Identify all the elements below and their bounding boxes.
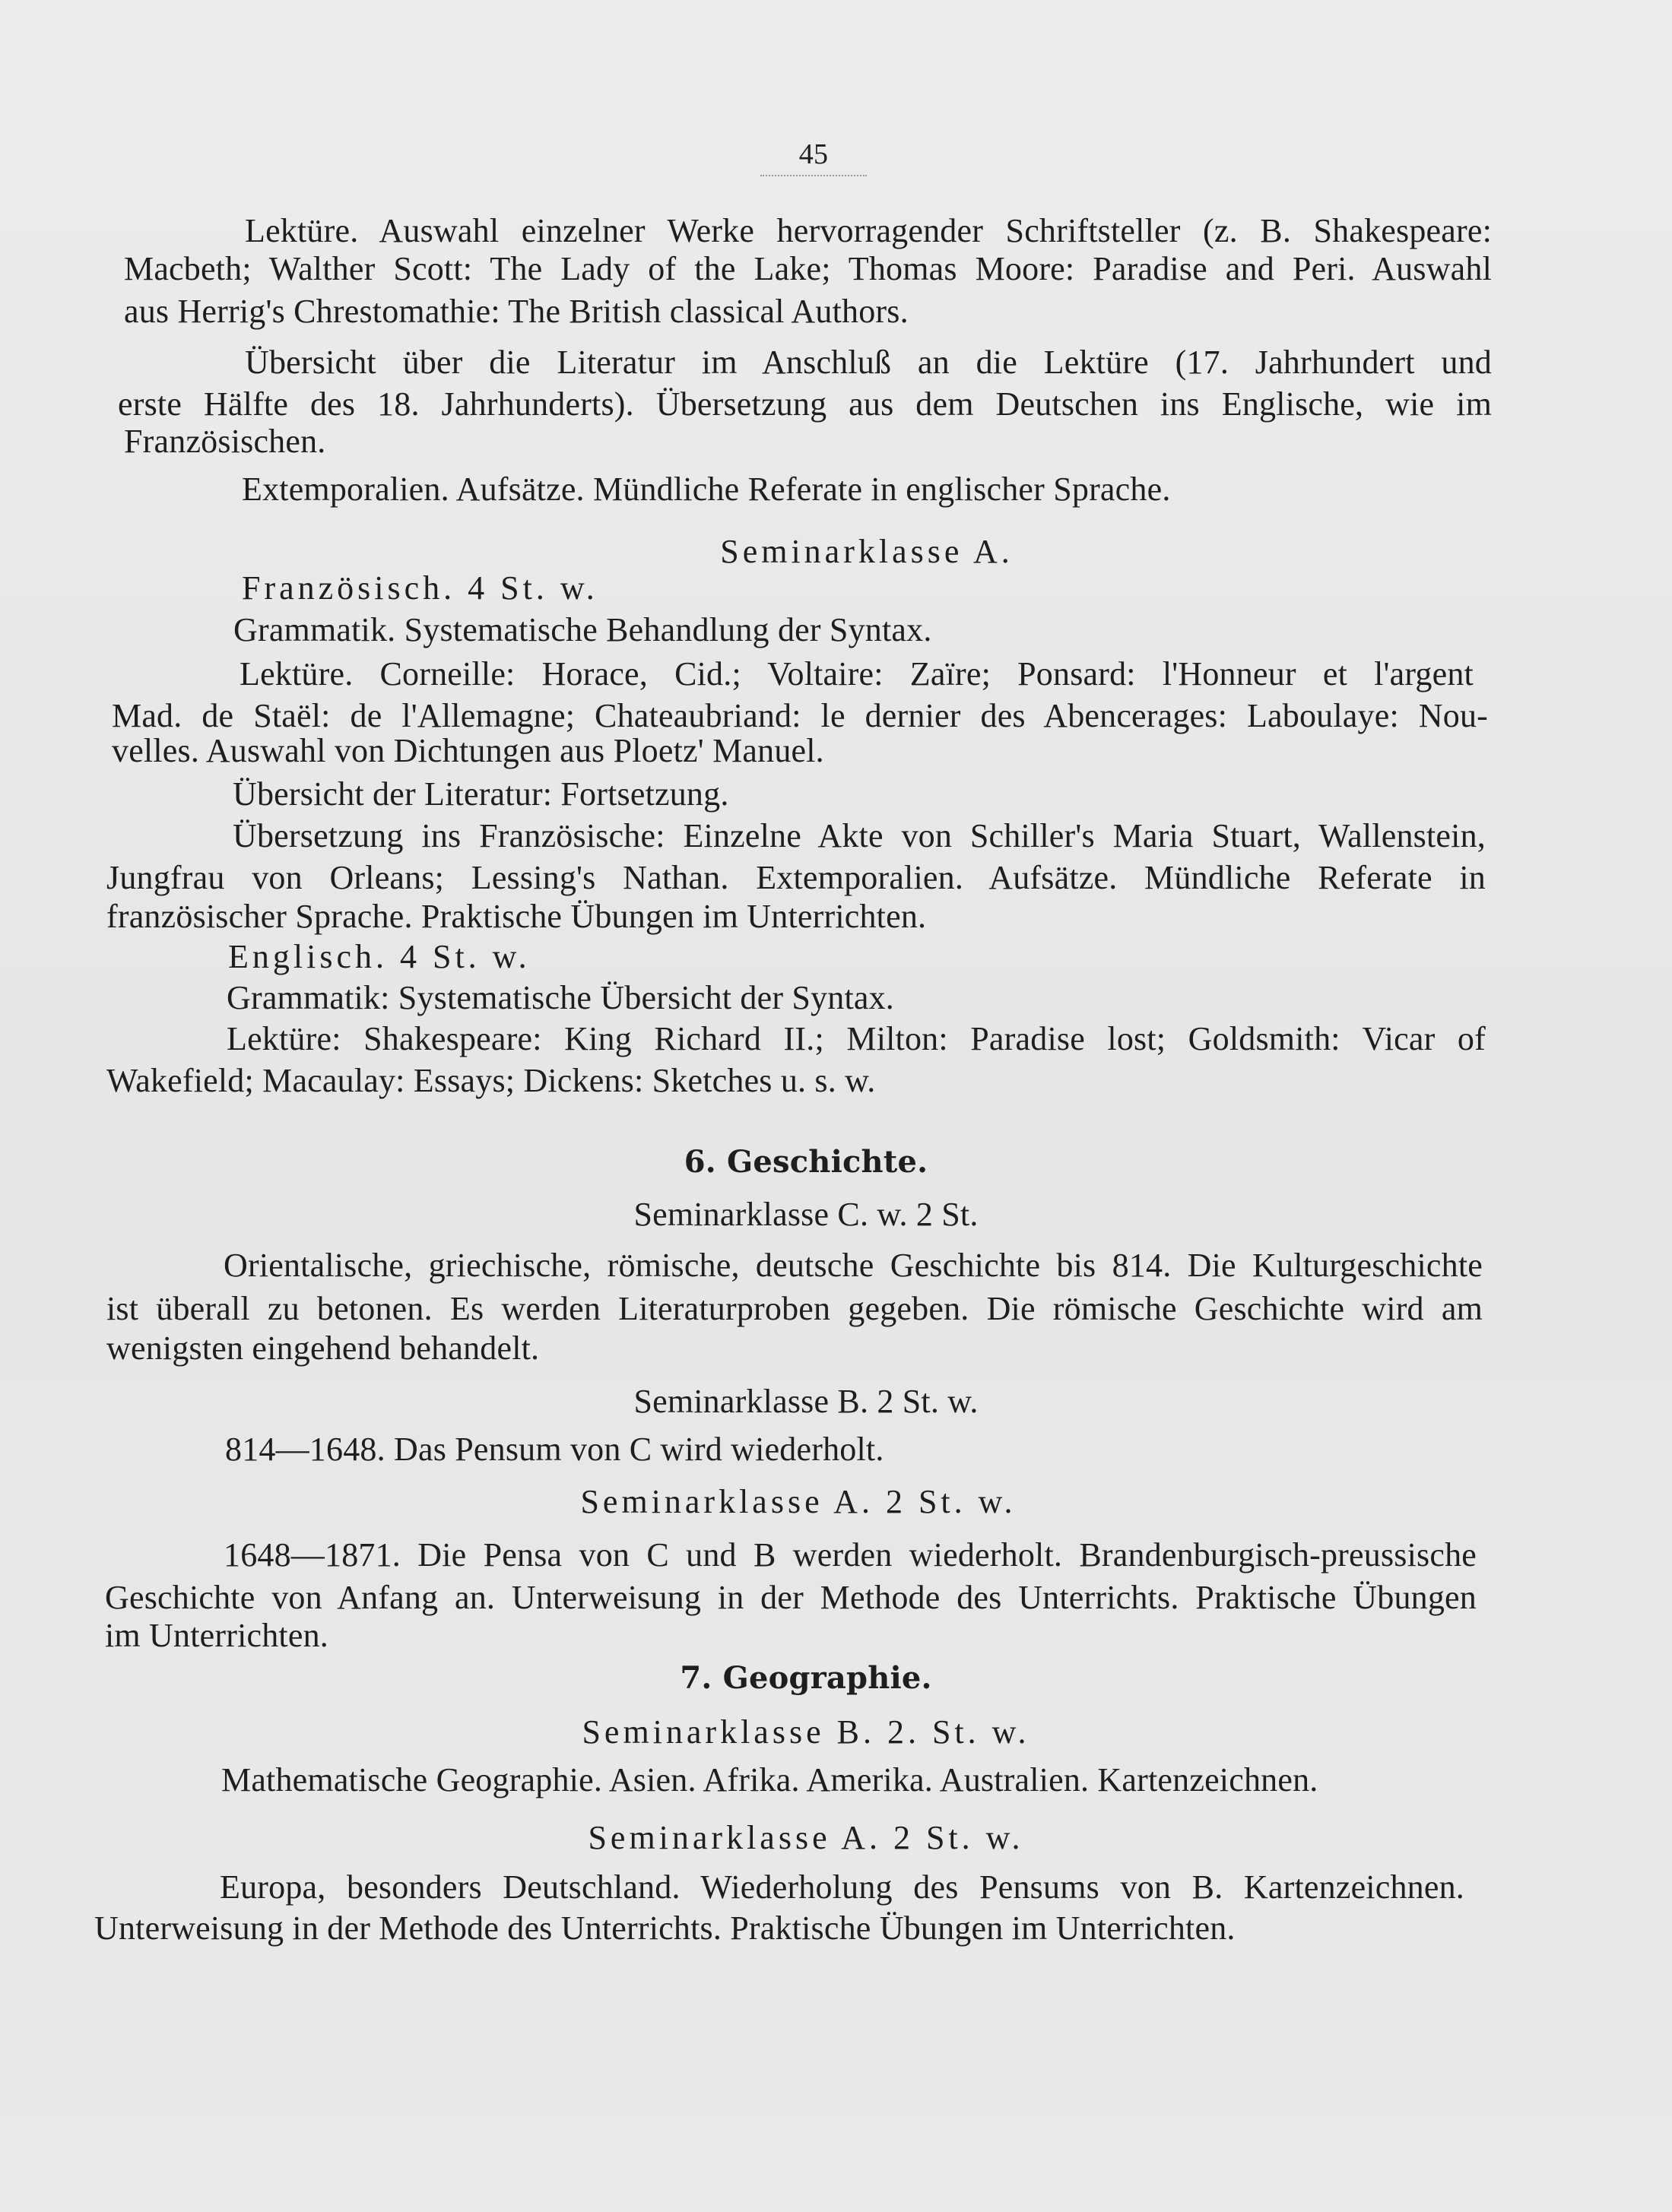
text-line: Französischen. [124, 423, 326, 460]
text-line: im Unterrichten. [105, 1617, 328, 1654]
text-line: Orientalische, griechische, römische, deutsche Geschichte bis 814. Die Kulturgeschichte [224, 1247, 1483, 1284]
text-line: Geschichte von Anfang an. Unterweisung in der Methode des Unterrichts. Praktische Übungen [105, 1579, 1477, 1616]
section-heading: 7. Geographie. [680, 1660, 932, 1696]
text-line: Wakefield; Macaulay: Essays; Dickens: Sketches u. s. w. [106, 1062, 876, 1099]
section-subheading: Seminarklasse B. 2. St. w. [582, 1713, 1030, 1751]
text-line: 1648—1871. Die Pensa von C und B werden wiederholt. Brandenburgisch-preussische [224, 1536, 1477, 1573]
section-subheading: Seminarklasse C. w. 2 St. [633, 1196, 979, 1233]
text-line: französischer Sprache. Praktische Übungen im Unterrichten. [106, 898, 927, 935]
text-line: erste Hälfte des 18. Jahrhunderts). Übersetzung aus dem Deutschen ins Englische, wie im [118, 385, 1492, 423]
text-line: Extemporalien. Aufsätze. Mündliche Referate in englischer Sprache. [242, 471, 1171, 508]
text-line: Macbeth; Walther Scott: The Lady of the Lake; Thomas Moore: Paradise and Peri. Auswahl [124, 250, 1492, 287]
section-subheading: Seminarklasse A. 2 St. w. [580, 1483, 1017, 1520]
text-line: aus Herrig's Chrestomathie: The British classical Authors. [124, 293, 909, 330]
text-line: Europa, besonders Deutschland. Wiederholung des Pensums von B. Kartenzeichnen. [220, 1868, 1464, 1906]
text-line: Lektüre. Corneille: Horace, Cid.; Voltaire: Zaïre; Ponsard: l'Honneur et l'argent [240, 655, 1474, 692]
text-line: Grammatik. Systematische Behandlung der Syntax. [233, 611, 932, 648]
text-line: wenigsten eingehend behandelt. [106, 1329, 540, 1367]
text-line: Mad. de Staël: de l'Allemagne; Chateaubriand: le dernier des Abencerages: Laboulaye: Nou- [112, 697, 1488, 734]
text-line: Übersicht über die Literatur im Anschluß an die Lektüre (17. Jahrhundert und [245, 344, 1492, 381]
text-line: velles. Auswahl von Dichtungen aus Ploetz' Manuel. [112, 732, 824, 769]
text-line: ist überall zu betonen. Es werden Literaturproben gegeben. Die römische Geschichte wird am [106, 1290, 1483, 1327]
text-line: Übersetzung ins Französische: Einzelne Akte von Schiller's Maria Stuart, Wallenstein, [233, 817, 1486, 854]
text-line: Französisch. 4 St. w. [242, 569, 598, 607]
section-heading: 6. Geschichte. [684, 1144, 928, 1180]
section-subheading: Seminarklasse A. 2 St. w. [588, 1819, 1024, 1856]
section-subheading: Seminarklasse A. [720, 533, 1014, 570]
text-line: Mathematische Geographie. Asien. Afrika. Amerika. Australien. Kartenzeichnen. [221, 1761, 1318, 1798]
page-number: 45 [798, 138, 829, 170]
page-number-ornament [760, 172, 867, 176]
text-line: Grammatik: Systematische Übersicht der Syntax. [227, 979, 895, 1016]
text-line: Lektüre. Auswahl einzelner Werke hervorragender Schriftsteller (z. B. Shakespeare: [245, 212, 1492, 249]
text-line: Lektüre: Shakespeare: King Richard II.; Milton: Paradise lost; Goldsmith: Vicar of [227, 1020, 1486, 1057]
text-line: Unterweisung in der Methode des Unterrichts. Praktische Übungen im Unterrichten. [94, 1909, 1236, 1947]
text-line: Jungfrau von Orleans; Lessing's Nathan. Extemporalien. Aufsätze. Mündliche Referate in [106, 859, 1486, 896]
text-line: 814—1648. Das Pensum von C wird wiederholt. [225, 1431, 884, 1468]
section-subheading: Seminarklasse B. 2 St. w. [633, 1383, 979, 1420]
text-line: Übersicht der Literatur: Fortsetzung. [233, 775, 729, 813]
text-line: Englisch. 4 St. w. [228, 938, 531, 975]
